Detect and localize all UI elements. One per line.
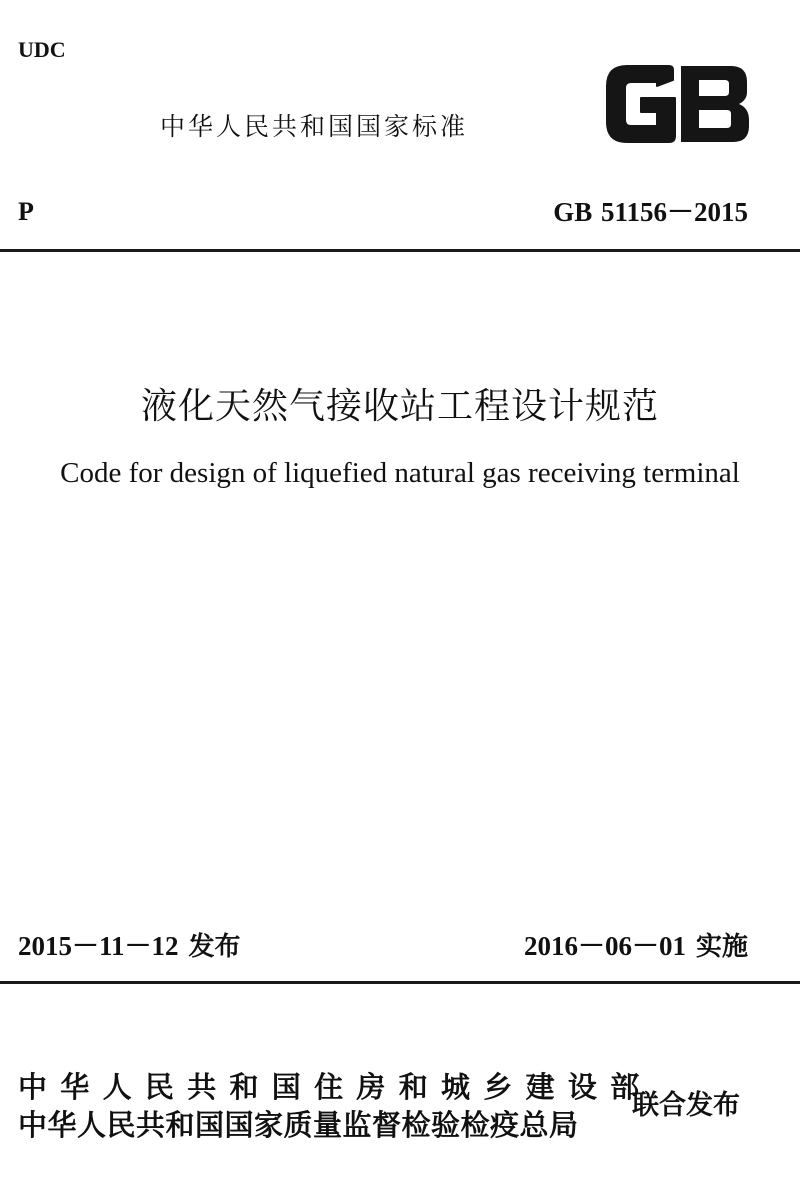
standard-number: GB 51156－2015 — [553, 197, 748, 227]
gb-logo-g — [607, 66, 675, 142]
implement-label: 实施 — [695, 932, 748, 962]
issue-line — [18, 930, 241, 963]
issue-date: 2015－11－12 — [18, 931, 179, 961]
joint-publish-label: 联合发布 — [632, 1090, 740, 1121]
standard-type: 中华人民共和国国家标准 — [160, 112, 469, 141]
title-english: Code for design of liquefied natural gas receiving terminal — [60, 457, 740, 489]
publisher-line-2: 中华人民共和国国家质量监督检验检疫总局 — [18, 1108, 579, 1142]
implement-line — [524, 930, 748, 963]
gb-logo — [603, 64, 751, 144]
classification-category: P — [18, 197, 34, 226]
issue-label: 发布 — [188, 932, 241, 962]
bottom-divider — [0, 981, 800, 984]
title-chinese: 液化天然气接收站工程设计规范 — [140, 386, 659, 427]
udc-label: UDC — [18, 37, 66, 62]
publisher-line-1: 中华人民共和国住房和城乡建设部 — [18, 1070, 653, 1104]
gb-logo-b — [681, 66, 749, 142]
top-divider — [0, 249, 800, 252]
implement-date: 2016－06－01 — [523, 931, 686, 961]
